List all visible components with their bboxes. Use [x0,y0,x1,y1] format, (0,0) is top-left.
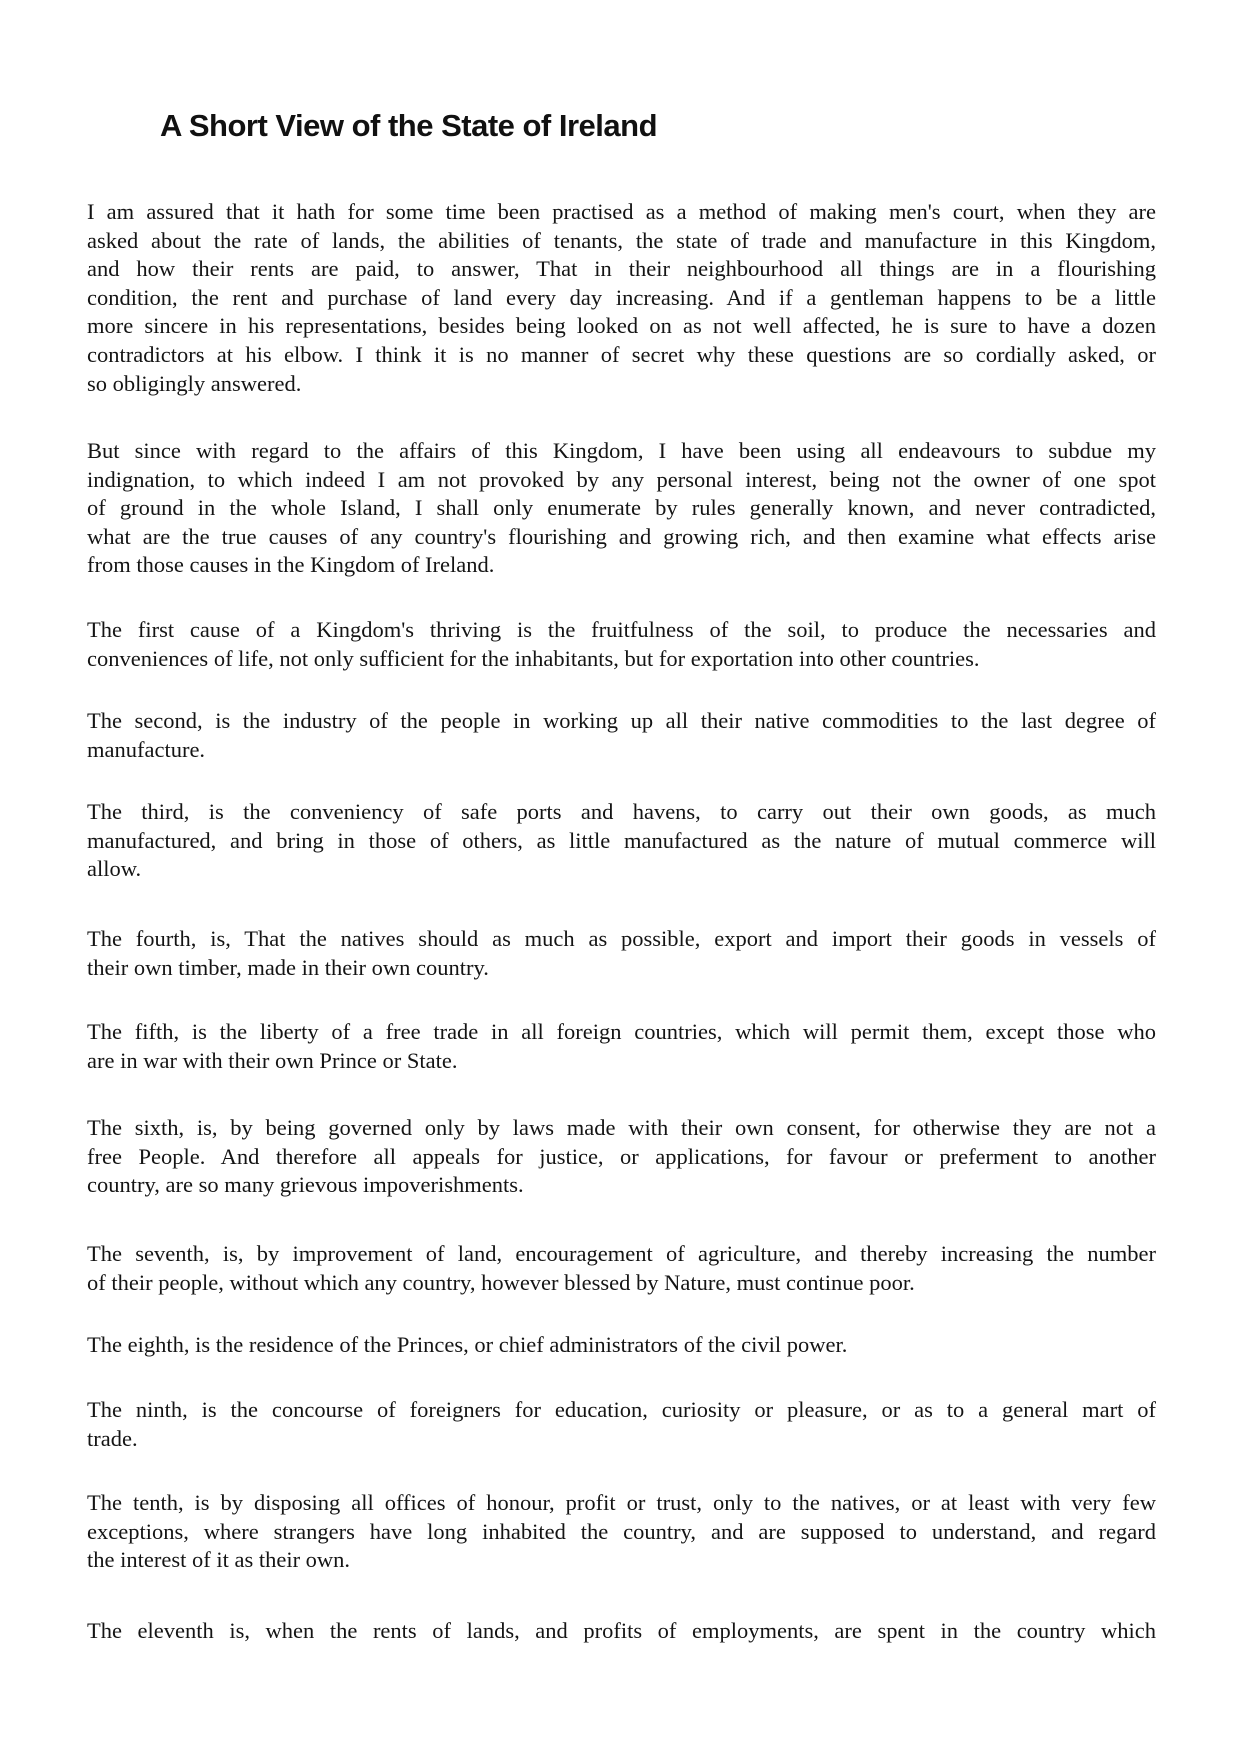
text-line: The third, is the conveniency of safe ports and havens, to carry out their own goods, as much [87,799,1156,824]
paragraph [87,1240,1156,1297]
text-line: But since with regard to the affairs of this Kingdom, I have been using all endeavours to subdue my [87,438,1156,463]
text-line: exceptions, where strangers have long inhabited the country, and are supposed to understand, and regard [87,1518,1156,1544]
text-line: are in war with their own Prince or State. [87,1047,458,1073]
text-line: more sincere in his representations, besides being looked on as not well affected, he is sure to have a dozen [87,313,1156,339]
text-line: The eleventh is, when the rents of lands, and profits of employments, are spent in the country which [87,1618,1156,1643]
paragraph [87,616,1156,673]
text-line: asked about the rate of lands, the abilities of tenants, the state of trade and manufacture in this Kingdom, [87,227,1156,253]
text-line: of their people, without which any country, however blessed by Nature, must continue poor. [87,1269,915,1295]
text-line: The seventh, is, by improvement of land, encouragement of agriculture, and thereby increasing the number [87,1241,1156,1266]
document-title: A Short View of the State of Ireland [160,108,658,143]
text-line: their own timber, made in their own country. [87,954,489,980]
text-line: The ninth, is the concourse of foreigners for education, curiosity or pleasure, or as to a general mart of [87,1397,1156,1422]
text-line: manufactured, and bring in those of others, as little manufactured as the nature of mutual commerce will [87,827,1156,853]
text-line: trade. [87,1425,138,1451]
paragraph [87,925,1156,982]
paragraph [87,798,1156,884]
paragraph [87,1331,1156,1360]
text-line: of ground in the whole Island, I shall only enumerate by rules generally known, and never contradicted, [87,495,1156,521]
text-line: conveniences of life, not only sufficient for the inhabitants, but for exportation into other countries. [87,645,980,671]
text-line: The fifth, is the liberty of a free trade in all foreign countries, which will permit them, except those who [87,1019,1156,1044]
text-line: I am assured that it hath for some time been practised as a method of making men's court, when they are [87,199,1156,224]
text-line: the interest of it as their own. [87,1547,351,1573]
text-line: The fourth, is, That the natives should as much as possible, export and import their goods in vessels of [87,926,1156,951]
text-line: from those causes in the Kingdom of Ireland. [87,552,495,578]
paragraph [87,198,1156,398]
paragraph [87,1489,1156,1575]
text-line: The second, is the industry of the people in working up all their native commodities to the last degree of [87,708,1156,733]
text-line: free People. And therefore all appeals for justice, or applications, for favour or preferment to another [87,1143,1156,1169]
paragraph [87,1018,1156,1075]
text-line: what are the true causes of any country's flourishing and growing rich, and then examine what effects arise [87,523,1156,549]
paragraph [87,1114,1156,1200]
text-line: The tenth, is by disposing all offices of honour, profit or trust, only to the natives, or at least with very few [87,1490,1156,1515]
text-line: and how their rents are paid, to answer, That in their neighbourhood all things are in a flourishing [87,256,1156,282]
paragraph [87,1617,1156,1646]
paragraph [87,707,1156,764]
text-line: The first cause of a Kingdom's thriving is the fruitfulness of the soil, to produce the necessaries and [87,617,1156,642]
text-line: so obligingly answered. [87,370,302,396]
text-line: contradictors at his elbow. I think it is no manner of secret why these questions are so cordially asked, or [87,341,1156,367]
text-line: The sixth, is, by being governed only by laws made with their own consent, for otherwise they are not a [87,1115,1156,1140]
text-line: allow. [87,856,142,882]
text-line: The eighth, is the residence of the Princes, or chief administrators of the civil power. [87,1332,848,1357]
text-line: country, are so many grievous impoverishments. [87,1172,524,1198]
text-line: condition, the rent and purchase of land every day increasing. And if a gentleman happens to be a little [87,284,1156,310]
paragraph [87,1396,1156,1453]
text-line: indignation, to which indeed I am not provoked by any personal interest, being not the owner of one spot [87,466,1156,492]
paragraph [87,437,1156,580]
text-line: manufacture. [87,736,206,762]
